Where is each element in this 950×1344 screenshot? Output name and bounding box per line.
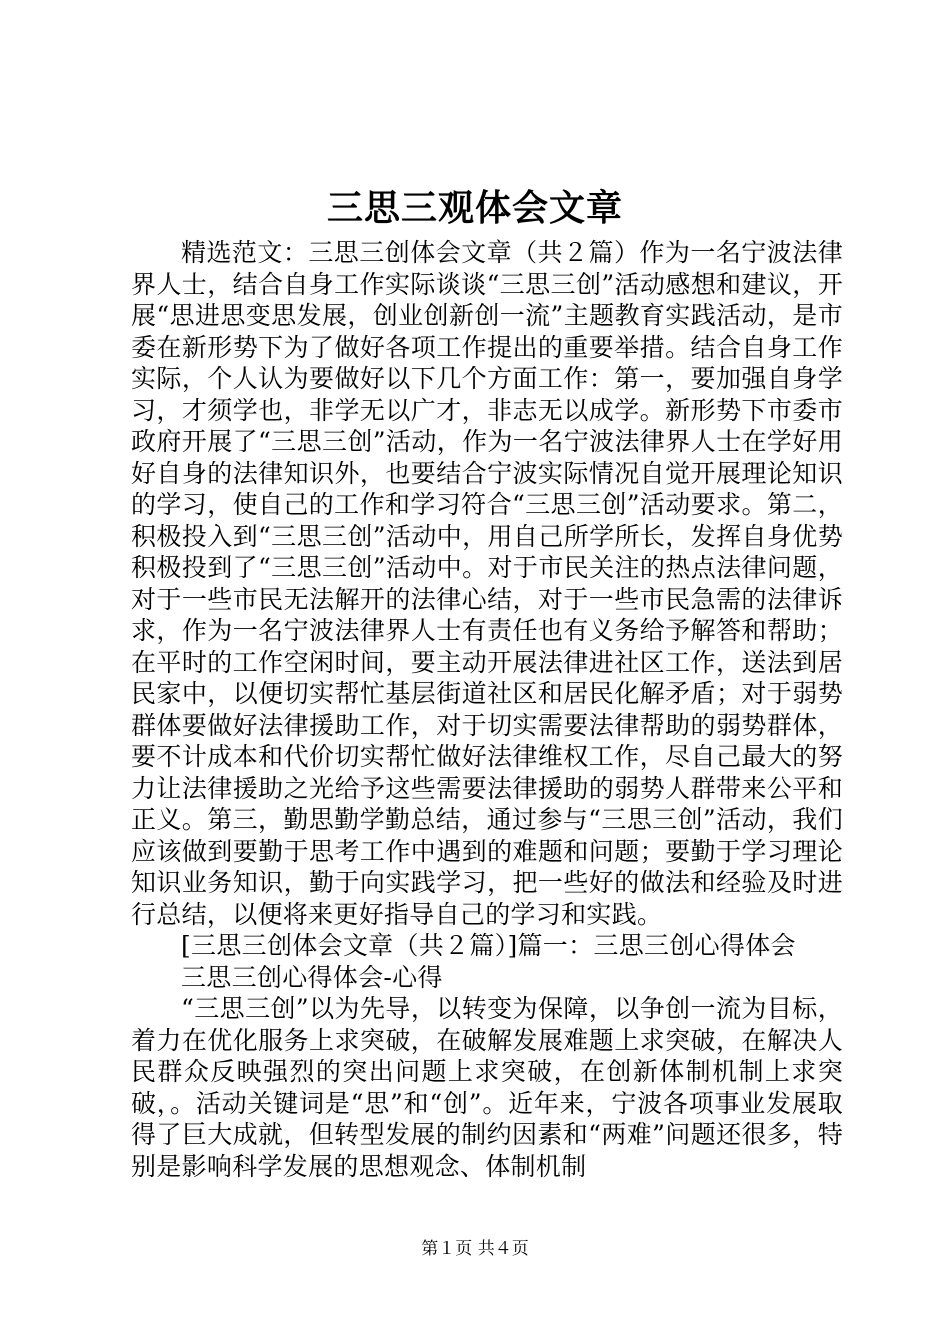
- document-title: 三思三观体会文章: [326, 187, 623, 229]
- body-paragraph-3: 三思三创心得体会-心得: [181, 962, 443, 992]
- page-number-footer: 第１页 共４页: [421, 1239, 529, 1259]
- body-paragraph-4: “三思三创”以为先导，以转变为保障，以争创一流为目标，着力在优化服务上求突破，在破解发展难题上求突破，在解决人民群众反映强烈的突出问题上求突破，在创新体制机制上求突破，。活动关键词是“思”和“创”。近年来，宁波各项事业发展取得了巨大成就，但转型发展的制约因素和“两难”问题还很多，特别是影响科学发展的思想观念、体制机制: [131, 994, 843, 1181]
- body-paragraph-1: 精选范文：三思三创体会文章（共２篇）作为一名宁波法律界人士，结合自身工作实际谈谈“三思三创”活动感想和建议，开展“思进思变思发展，创业创新创一流”主题教育实践活动，是市委在新形势下为了做好各项工作提出的重要举措。结合自身工作实际，个人认为要做好以下几个方面工作：第一，要加强自身学习，才须学也，非学无以广才，非志无以成学。新形势下市委市政府开展了“三思三创”活动，作为一名宁波法律界人士在学好用好自身的法律知识外，也要结合宁波实际情况自觉开展理论知识的学习，使自己的工作和学习符合“三思三创”活动要求。第二，积极投入到“三思三创”活动中，用自己所学所长，发挥自身优势积极投到了“三思三创”活动中。对于市民关注的热点法律问题，对于一些市民无法解开的法律心结，对于一些市民急需的法律诉求，作为一名宁波法律界人士有责任也有义务给予解答和帮助；在平时的工作空闲时间，要主动开展法律进社区工作，送法到居民家中，以便切实帮忙基层街道社区和居民化解矛盾；对于弱势群体要做好法律援助工作，对于切实需要法律帮助的弱势群体，要不计成本和代价切实帮忙做好法律维权工作，尽自己最大的努力让法律援助之光给予这些需要法律援助的弱势人群带来公平和正义。第三，勤思勤学勤总结，通过参与“三思三创”活动，我们应该做到要勤于思考工作中遇到的难题和问题；要勤于学习理论知识业务知识，勤于向实践学习，把一些好的做法和经验及时进行总结，以便将来更好指导自己的学习和实践。: [131, 238, 843, 929]
- body-paragraph-2: [三思三创体会文章（共２篇）]篇一：三思三创心得体会: [181, 931, 796, 960]
- document-body: [131, 237, 843, 1182]
